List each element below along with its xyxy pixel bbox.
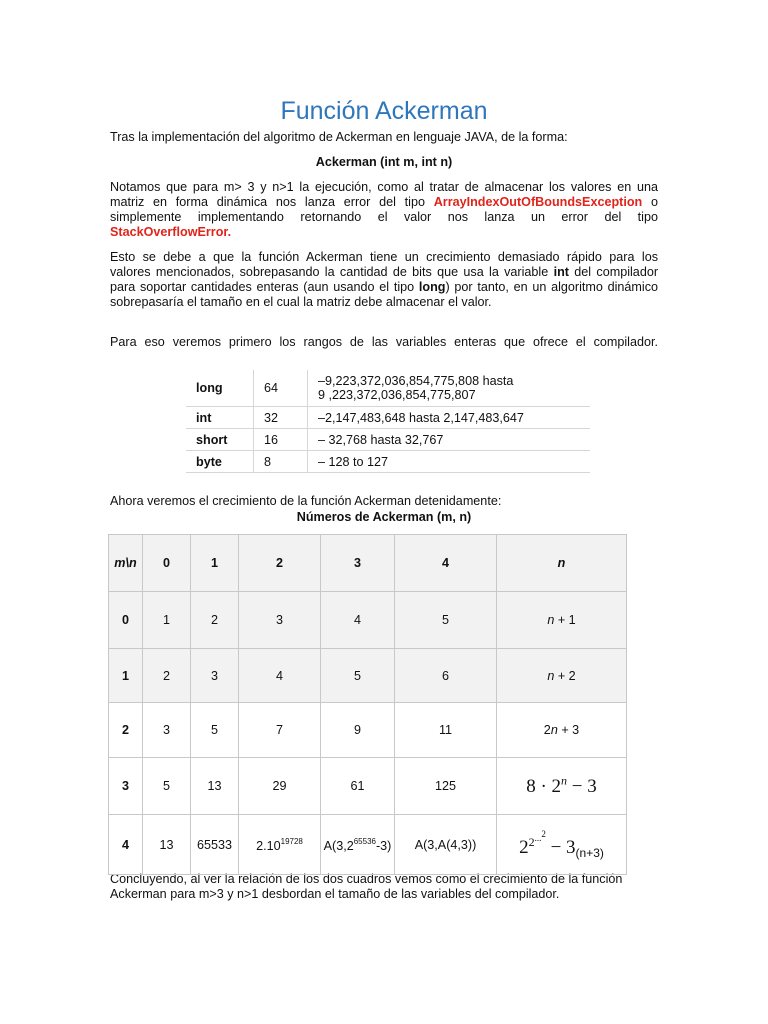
value-cell: 11	[395, 703, 497, 758]
bits-cell: 32	[254, 407, 308, 429]
paragraph-growth-detail: Ahora veremos el crecimiento de la función Ackerman detenidamente:	[110, 494, 502, 508]
bits-cell: 16	[254, 429, 308, 451]
formula-cell: 2n + 3	[497, 703, 627, 758]
p2-line2: valores mencionados, sobrepasando la cantidad de bits que usa la variable int del compilador	[110, 265, 659, 279]
value-cell: 4	[239, 649, 321, 703]
value-cell: 5	[321, 649, 395, 703]
page-title: Función Ackerman	[280, 97, 488, 125]
keyword-int: int	[553, 265, 569, 279]
row-header: 4	[109, 815, 143, 875]
p1-line3: simplemente implementando retornando el valor nos lanza un error del tipo	[110, 210, 658, 224]
row-header: 1	[109, 649, 143, 703]
col-header: 4	[395, 535, 497, 592]
range-cell: – 128 to 127	[308, 451, 591, 473]
ackerman-table-title: Números de Ackerman (m, n)	[296, 510, 472, 524]
range-cell: – 32,768 hasta 32,767	[308, 429, 591, 451]
range-cell: –2,147,483,648 hasta 2,147,483,647	[308, 407, 591, 429]
value-cell: 61	[321, 758, 395, 815]
p2-line3: para soportar cantidades enteras (aun usando el tipo long) por tanto, en un algoritmo dinámico	[110, 280, 658, 294]
value-cell: 2	[191, 592, 239, 649]
p2-line1: Esto se debe a que la función Ackerman tiene un crecimiento demasiado rápido para los	[110, 250, 658, 264]
col-header: 2	[239, 535, 321, 592]
formula-cell: $2^{2^{...^2}} - 3_{(n+3)}$	[497, 815, 627, 875]
value-cell: 1	[143, 592, 191, 649]
value-cell: 5	[395, 592, 497, 649]
value-cell: 13	[191, 758, 239, 815]
value-cell: 65533	[191, 815, 239, 875]
value-cell: 13	[143, 815, 191, 875]
table-header-row	[109, 535, 627, 592]
table-row	[109, 703, 627, 758]
p2-line4: sobrepasaría el tamaño en el cual la matriz debe almacenar el valor.	[110, 295, 492, 309]
table-row	[109, 592, 627, 649]
row-header: 3	[109, 758, 143, 815]
value-cell: 7	[239, 703, 321, 758]
ackerman-numbers-table	[108, 534, 627, 875]
paragraph-execution	[110, 180, 658, 240]
paragraph-growth	[110, 250, 658, 310]
corner-cell: m\n	[109, 535, 143, 592]
value-cell: 5	[143, 758, 191, 815]
ackerman-signature: Ackerman (int m, int n)	[315, 155, 453, 169]
col-header: 3	[321, 535, 395, 592]
table-row	[109, 758, 627, 815]
table-row	[186, 407, 590, 429]
p1-line1: Notamos que para m> 3 y n>1 la ejecución, como al tratar de almacenar los valores en una	[110, 180, 658, 194]
value-cell: 4	[321, 592, 395, 649]
value-cell: 29	[239, 758, 321, 815]
type-cell: int	[186, 407, 254, 429]
value-cell: $A(3,2^{65536}-3)$	[321, 815, 395, 875]
table-row	[186, 370, 590, 407]
bits-cell: 8	[254, 451, 308, 473]
table-row	[109, 815, 627, 875]
paragraph-conclusion	[110, 872, 658, 902]
row-header: 0	[109, 592, 143, 649]
conclusion-line2: Ackerman para m>3 y n>1 desbordan el tamaño de las variables del compilador.	[110, 887, 560, 901]
value-cell: 3	[239, 592, 321, 649]
table-row	[186, 429, 590, 451]
value-cell: 2	[143, 649, 191, 703]
range-cell: –9,223,372,036,854,775,808 hasta 9 ,223,372,036,854,775,807	[308, 370, 591, 407]
col-header: 1	[191, 535, 239, 592]
formula-cell: $8 \cdot 2^n - 3$	[497, 758, 627, 815]
value-cell: A(3,A(4,3))	[395, 815, 497, 875]
col-header: 0	[143, 535, 191, 592]
bits-cell: 64	[254, 370, 308, 407]
error-stack-overflow: StackOverflowError.	[110, 225, 232, 239]
paragraph-ranges: Para eso veremos primero los rangos de las variables enteras que ofrece el compilador.	[110, 335, 658, 349]
intro-paragraph: Tras la implementación del algoritmo de Ackerman en lenguaje JAVA, de la forma:	[110, 130, 568, 144]
value-cell: 9	[321, 703, 395, 758]
col-header: n	[497, 535, 627, 592]
value-cell: 5	[191, 703, 239, 758]
table-row	[109, 649, 627, 703]
value-cell: $2.10^{19728}$	[239, 815, 321, 875]
integer-ranges-table	[186, 370, 590, 473]
error-array-index: ArrayIndexOutOfBoundsException	[433, 195, 643, 209]
type-cell: long	[186, 370, 254, 407]
conclusion-line1: Concluyendo, al ver la relación de los dos cuadros vemos como el crecimiento de la función	[110, 872, 623, 886]
p1-line4	[110, 225, 658, 240]
type-cell: byte	[186, 451, 254, 473]
value-cell: 3	[191, 649, 239, 703]
row-header: 2	[109, 703, 143, 758]
p1-line2: matriz en forma dinámica nos lanza error del tipo ArrayIndexOutOfBoundsException o	[110, 195, 658, 209]
formula-cell: n + 2	[497, 649, 627, 703]
formula-cell: n + 1	[497, 592, 627, 649]
value-cell: 6	[395, 649, 497, 703]
keyword-long: long	[418, 280, 446, 294]
value-cell: 3	[143, 703, 191, 758]
type-cell: short	[186, 429, 254, 451]
value-cell: 125	[395, 758, 497, 815]
table-row	[186, 451, 590, 473]
